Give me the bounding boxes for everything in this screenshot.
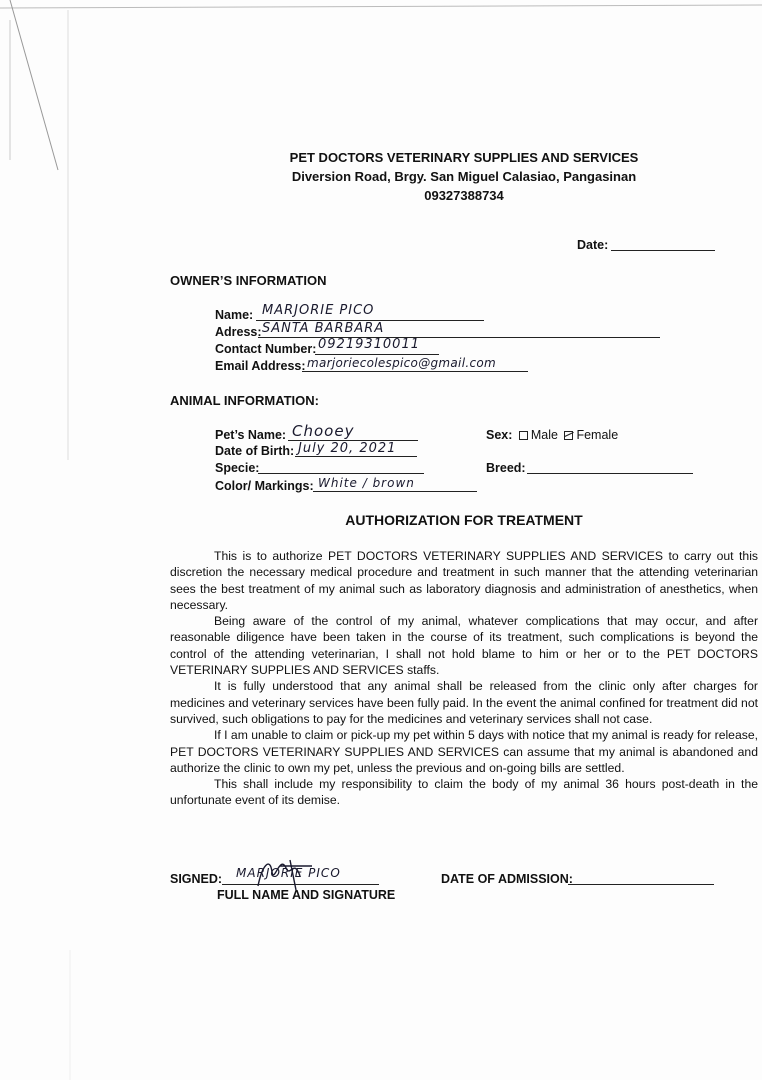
owner-email-value: marjoriecolespico@gmail.com — [307, 356, 496, 370]
dob-value: July 20, 2021 — [298, 441, 397, 456]
owner-address-value: SANTA BARBARA — [262, 321, 385, 336]
authorization-paragraph: Being aware of the control of my animal, whatever complications that may occur, and after reasonable diligence have been taken in the course of its treatment, such complications is beyond the control of the attending veterinarian, I shall not hold blame to him or her or to the PET DOCTORS VETERINARY SUPPLIES AND SERVICES staffs. — [170, 614, 758, 678]
company-address: Diversion Road, Brgy. San Miguel Calasiao, Pangasinan — [291, 169, 637, 184]
signed-value: MARJORIE PICO — [236, 866, 341, 880]
owner-address-label: Adress: — [215, 325, 262, 339]
specie-field[interactable] — [258, 473, 424, 474]
sex-male-checkbox[interactable] — [519, 431, 528, 440]
authorization-paragraph: This shall include my responsibility to claim the body of my animal 36 hours post-death in the unfortunate event of its demise. — [170, 777, 758, 808]
owner-name-value: MARJORIE PICO — [262, 303, 375, 318]
pet-name-value: Chooey — [292, 422, 355, 440]
date-label: Date: — [577, 238, 609, 252]
sex-female-checkbox[interactable] — [564, 431, 573, 440]
authorization-paragraph: This is to authorize PET DOCTORS VETERINARY SUPPLIES AND SERVICES to carry out this discretion the necessary medical procedure and treatment in such manner that the attending veterinarian sees the best treatment of my animal such as laboratory diagnosis and administration of anesthetics, when necessary. — [170, 549, 758, 612]
owner-contact-label: Contact Number: — [215, 342, 317, 356]
sex-group — [486, 428, 618, 442]
owner-name-label: Name: — [215, 308, 254, 322]
breed-field[interactable] — [527, 473, 693, 474]
sex-male-label: Male — [530, 428, 558, 442]
dob-label: Date of Birth: — [215, 444, 295, 458]
signature-caption: FULL NAME AND SIGNATURE — [217, 888, 396, 902]
sex-female-label: Female — [576, 428, 619, 442]
color-field[interactable] — [313, 491, 477, 492]
admission-label: DATE OF ADMISSION: — [441, 872, 573, 886]
admission-date-field[interactable] — [568, 884, 714, 885]
authorization-body — [170, 548, 758, 809]
owner-email-label: Email Address: — [215, 359, 306, 373]
owner-contact-value: 09219310011 — [318, 337, 420, 352]
authorization-paragraph: It is fully understood that any animal shall be released from the clinic only after charges for medicines and veterinary services have been fully paid. In the event the animal confined for treatment did not survived, such obligations to pay for the medicines and veterinary services shall not case. — [170, 679, 758, 726]
specie-label: Specie: — [215, 461, 260, 475]
sex-label: Sex: — [486, 428, 513, 442]
dob-field[interactable] — [295, 456, 417, 457]
owner-section-title: OWNER’S INFORMATION — [170, 273, 327, 288]
date-field[interactable] — [611, 250, 715, 251]
owner-contact-field[interactable] — [315, 354, 439, 355]
company-phone: 09327388734 — [424, 188, 504, 203]
owner-email-field[interactable] — [302, 371, 528, 372]
company-name: PET DOCTORS VETERINARY SUPPLIES AND SERVICES — [289, 150, 639, 165]
signed-label: SIGNED: — [170, 872, 223, 886]
authorization-title: AUTHORIZATION FOR TREATMENT — [345, 512, 583, 528]
color-value: White / brown — [318, 476, 415, 490]
authorization-paragraph: If I am unable to claim or pick-up my pet within 5 days with notice that my animal is ready for release, PET DOCTORS VETERINARY SUPPLIES AND SERVICES can assume that my animal is abandoned and authorize the clinic to own my pet, unless the previous and on-going bills are settled. — [170, 728, 758, 775]
breed-label: Breed: — [486, 461, 526, 475]
pet-name-label: Pet’s Name: — [215, 428, 287, 442]
color-label: Color/ Markings: — [215, 479, 314, 493]
animal-section-title: ANIMAL INFORMATION: — [170, 393, 319, 408]
